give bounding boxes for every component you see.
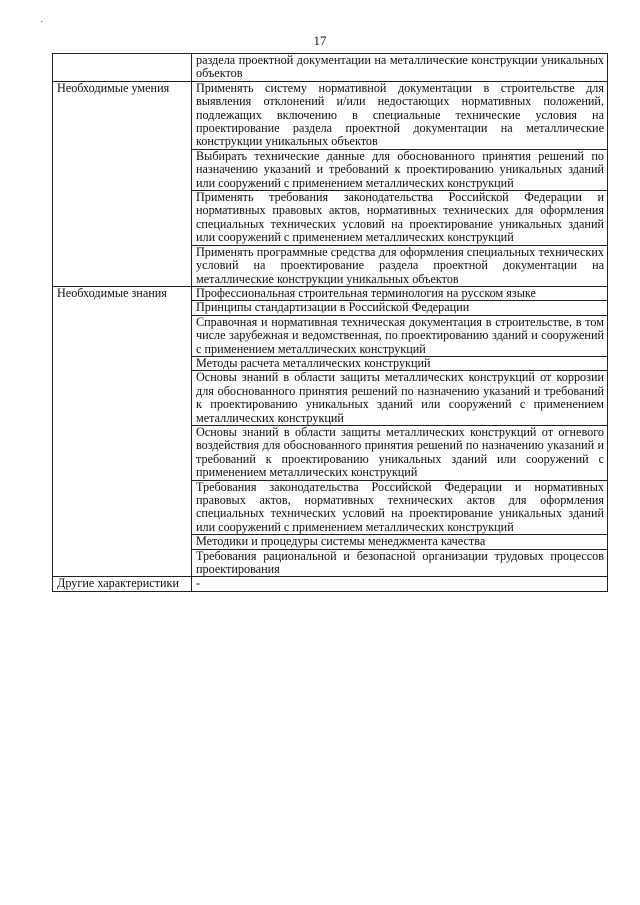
page-number: 17	[313, 33, 327, 48]
table-cell: Справочная и нормативная техническая документация в строительстве, в том числе зарубежная и ведомственная, по проектированию зданий и сооружений с применением металлических конструкций	[192, 315, 608, 356]
table-row	[53, 577, 608, 591]
table-cell: Основы знаний в области защиты металлических конструкций от огневого воздействия для обоснованного принятия решений по назначению указаний и требований к проектированию уникальных зданий или сооружений с применением металлических конструкций	[192, 425, 608, 480]
table-cell: Основы знаний в области защиты металлических конструкций от коррозии для обоснованного принятия решений по назначению указаний и требований к проектированию уникальных зданий или сооружений с применением металлических конструкций	[192, 371, 608, 426]
table-cell: Методы расчета металлических конструкций	[192, 356, 608, 370]
table-cell: Требования законодательства Российской Федерации и нормативных правовых актов, нормативных технических актов для оформления специальных технических условий на проектирование уникальных зданий или сооружений с применением металлических конструкций	[192, 480, 608, 535]
table-cell: Применять требования законодательства Российской Федерации и нормативных правовых актов, нормативных технических для оформления специальных технических условий на проектирование уникальных зданий или сооружений с применением металлических конструкций	[192, 191, 608, 246]
table-cell: Выбирать технические данные для обоснованного принятия решений по назначению указаний и требований к проектированию уникальных зданий или сооружений с применением металлических конструкций	[192, 149, 608, 190]
table-cell: Требования рациональной и безопасной организации трудовых процессов проектирования	[192, 549, 608, 577]
row-label-empty	[53, 54, 192, 82]
table-cell: Применять систему нормативной документации в строительстве для выявления отклонений и/или недостающих нормативных положений, подлежащих включению в специальные технические условия на проектирование раздела проектной документации на металлические конструкции уникальных объектов	[192, 81, 608, 149]
table-row	[53, 54, 608, 82]
scan-speck: ·	[40, 17, 44, 28]
table-row	[53, 286, 608, 300]
table-cell: Методики и процедуры системы менеджмента качества	[192, 535, 608, 549]
row-label-knowledge: Необходимые знания	[53, 286, 192, 577]
qualification-table	[52, 53, 608, 592]
table-row	[53, 81, 608, 149]
table-cell: Профессиональная строительная терминология на русском языке	[192, 286, 608, 300]
row-label-other: Другие характеристики	[53, 577, 192, 591]
row-label-skills: Необходимые умения	[53, 81, 192, 286]
table-cell: Применять программные средства для оформления специальных технических условий на проектирование раздела проектной документации на металлические конструкции уникальных объектов	[192, 245, 608, 286]
table-cell: Принципы стандартизации в Российской Федерации	[192, 301, 608, 315]
table-cell: -	[192, 577, 608, 591]
table-cell: раздела проектной документации на металлические конструкции уникальных объектов	[192, 54, 608, 82]
